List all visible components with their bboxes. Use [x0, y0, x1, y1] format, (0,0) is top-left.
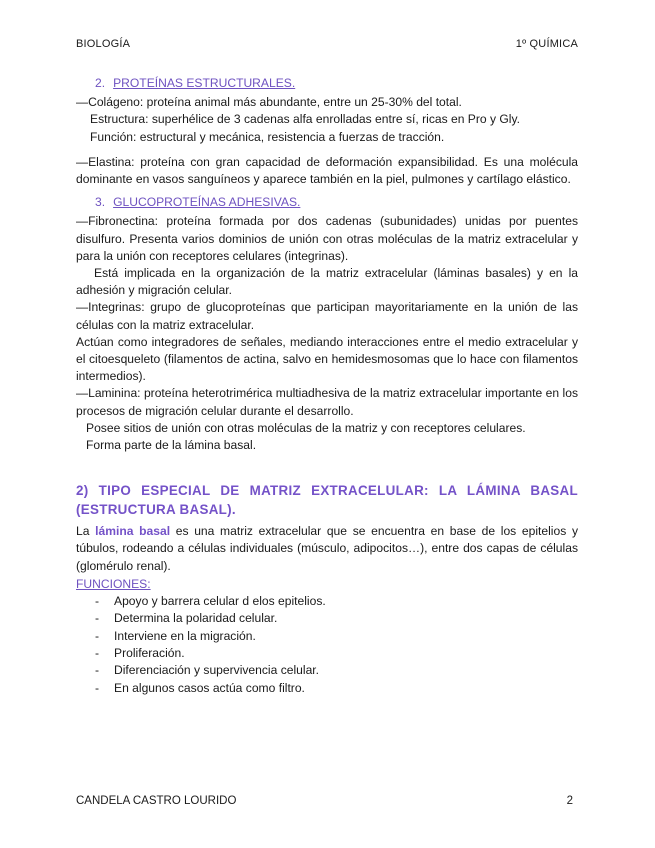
- lamina-term: lámina basal: [95, 524, 171, 539]
- lamina-pre: La: [76, 524, 90, 539]
- subheading-number: 2.: [95, 76, 106, 90]
- list-item: - Determina la polaridad celular.: [76, 610, 578, 627]
- subheading-title: PROTEÍNAS ESTRUCTURALES.: [113, 76, 296, 90]
- dash-bullet: -: [95, 594, 100, 609]
- laminina-paragraph: —Laminina: proteína heterotrimérica multiadhesiva de la matriz extracelular importante en los procesos de migración celular durante el desarrollo.: [76, 386, 578, 418]
- dash-bullet: -: [95, 663, 100, 678]
- page-number: 2: [566, 795, 573, 807]
- lamina-basal-paragraph: [76, 523, 578, 575]
- list-item: - Proliferación.: [76, 645, 578, 662]
- colageno-estructura: Estructura: superhélice de 3 cadenas alfa enrolladas entre sí, ricas en Pro y Gly.: [90, 112, 520, 127]
- header-subject: BIOLOGÍA: [76, 38, 131, 50]
- subheading-proteinas-estructurales: [95, 75, 578, 92]
- list-item: - Interviene en la migración.: [76, 628, 578, 645]
- integrinas-paragraph-2: Actúan como integradores de señales, mediando interacciones entre el medio extracelular y el citoesqueleto (filamentos de actina, salvo en hemidesmosomas que lo hace con filamentos intermedios).: [76, 334, 578, 384]
- footer-author: CANDELA CASTRO LOURIDO: [76, 795, 237, 807]
- subheading-glucoproteinas: [95, 194, 578, 211]
- list-item: - Diferenciación y supervivencia celular.: [76, 662, 578, 679]
- laminina-paragraph-2: Posee sitios de unión con otras moléculas de la matriz y con receptores celulares.: [86, 420, 526, 435]
- list-item: - En algunos casos actúa como filtro.: [76, 680, 578, 697]
- header-course: 1º QUÍMICA: [515, 38, 578, 50]
- fibronectina-paragraph-2: Está implicada en la organización de la matriz extracelular (láminas basales) y en la adhesión y migración celular.: [76, 266, 578, 298]
- subheading-number: 3.: [95, 195, 106, 210]
- dash-bullet: -: [95, 628, 100, 643]
- document-body: [76, 75, 578, 697]
- lamina-post: es una matriz extracelular que se encuentra en base de los epitelios y túbulos, rodeando a células individuales (músculo, adipocitos…), entre dos capas de células (glomérulo renal).: [76, 524, 578, 573]
- fibronectina-paragraph: —Fibronectina: proteína formada por dos cadenas (subunidades) unidas por puentes disulfuro. Presenta varios dominios de unión con otras moléculas de la matriz extracelular y para la unión con receptores celulares (integrinas).: [76, 214, 578, 263]
- section-heading-lamina-basal: 2) TIPO ESPECIAL DE MATRIZ EXTRACELULAR: LA LÁMINA BASAL (ESTRUCTURA BASAL).: [76, 483, 578, 518]
- dash-bullet: -: [95, 611, 100, 626]
- funciones-list: [76, 593, 578, 697]
- dash-bullet: -: [95, 680, 100, 695]
- funciones-heading: FUNCIONES:: [76, 576, 151, 591]
- list-item: - Apoyo y barrera celular d elos epitelios.: [76, 593, 578, 610]
- elastina-paragraph: —Elastina: proteína con gran capacidad de deformación expansibilidad. Es una molécula dominante en vasos sanguíneos y aparece también en la piel, pulmones y cartílago elástico.: [76, 154, 578, 187]
- colageno-paragraph: —Colágeno: proteína animal más abundante, entre un 25-30% del total.: [76, 95, 462, 110]
- integrinas-paragraph: —Integrinas: grupo de glucoproteínas que participan mayoritariamente en la unión de las células con la matriz extracelular.: [76, 300, 578, 332]
- colageno-funcion: Función: estructural y mecánica, resistencia a fuerzas de tracción.: [90, 129, 445, 144]
- laminina-paragraph-3: Forma parte de la lámina basal.: [86, 438, 257, 453]
- dash-bullet: -: [95, 645, 100, 660]
- subheading-title: GLUCOPROTEÍNAS ADHESIVAS.: [113, 195, 301, 210]
